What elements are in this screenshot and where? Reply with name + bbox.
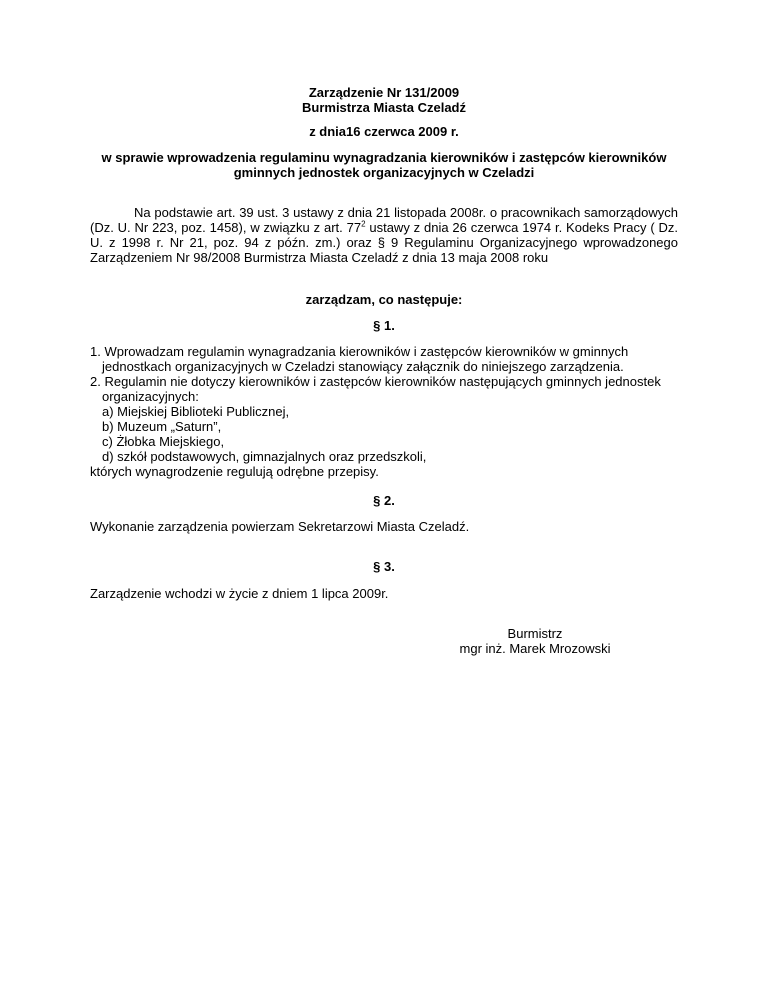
signature-block [420,626,650,656]
signature-name: mgr inż. Marek Mrozowski [459,641,611,656]
sub-item-a: a) Miejskiej Biblioteki Publicznej, [102,404,290,419]
list-item-1-continuation: jednostkach organizacyjnych w Czeladzi stanowiący załącznik do niniejszego zarządzenia. [102,359,624,374]
list-item-1: 1. Wprowadzam regulamin wynagradzania kierowników i zastępców kierowników w gminnych [90,344,629,359]
preamble-paragraph [90,205,678,265]
section-1-closing: których wynagrodzenie regulują odrębne przepisy. [90,464,379,479]
preamble-part-2: ustawy z dnia 26 czerwca 1974 r. Kodeks Pracy ( Dz. U. z 1998 r. Nr 21, poz. 94 z późn. zm.) oraz § 9 Regulaminu Organizacyjnego wprowadzonego Zarządzeniem Nr 98/2008 Burmistrza Miasta Czeladź z dnia 13 maja 2008 roku [90,220,678,265]
section-2-heading: § 2. [373,493,395,508]
subject-line-2: gminnych jednostek organizacyjnych w Czeladzi [233,165,535,180]
title-line-2: Burmistrza Miasta Czeladź [302,100,466,115]
sub-item-b: b) Muzeum „Saturn”, [102,419,222,434]
document-title [90,85,678,115]
preamble-superscript: 2 [361,219,366,229]
sub-item-c: c) Żłobka Miejskiego, [102,434,225,449]
subject-line-1: w sprawie wprowadzenia regulaminu wynagradzania kierowników i zastępców kierowników [101,150,667,165]
sub-item-d: d) szkół podstawowych, gimnazjalnych oraz przedszkoli, [102,449,427,464]
section-3-text: Zarządzenie wchodzi w życie z dniem 1 lipca 2009r. [90,586,389,601]
title-line-1: Zarządzenie Nr 131/2009 [308,85,460,100]
decree-heading: zarządzam, co następuje: [305,292,463,307]
section-3-heading: § 3. [373,559,395,574]
section-1-heading: § 1. [373,318,395,333]
document-subject [90,150,678,180]
document-date: z dnia16 czerwca 2009 r. [309,124,459,139]
signature-role: Burmistrz [507,626,563,641]
list-item-2: 2. Regulamin nie dotyczy kierowników i zastępców kierowników następujących gminnych jednostek [90,374,661,389]
section-1-list [90,344,690,479]
list-item-2-continuation: organizacyjnych: [102,389,199,404]
preamble-part-1: Na podstawie art. 39 ust. 3 ustawy z dnia 21 listopada 2008r. o pracownikach samorządowych (Dz. U. Nr 223, poz. 1458), w związku z art. 77 [90,205,678,235]
section-2-text: Wykonanie zarządzenia powierzam Sekretarzowi Miasta Czeladź. [90,519,470,534]
